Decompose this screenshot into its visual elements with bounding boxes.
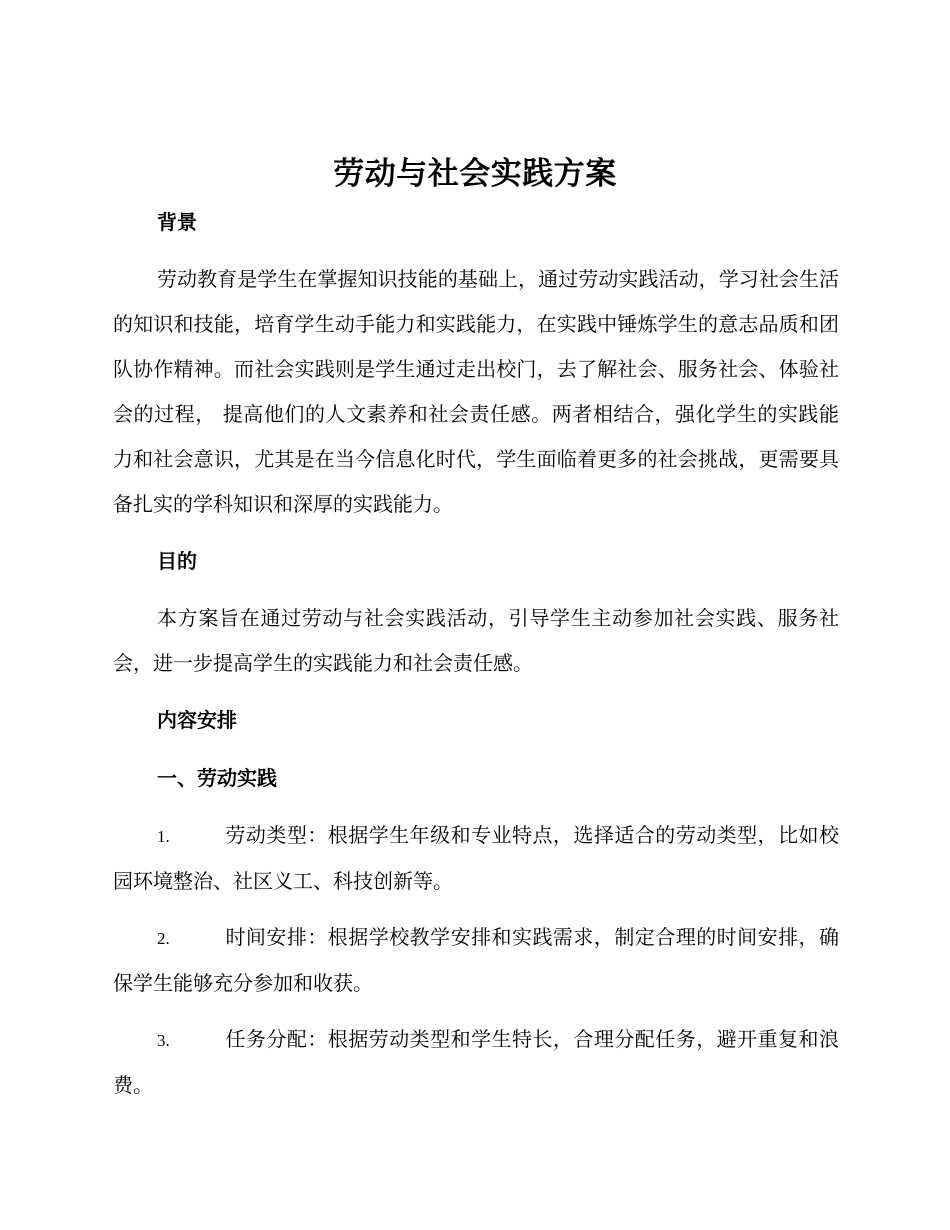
- section-heading-content: 内容安排: [157, 708, 237, 732]
- section-heading-labor-practice: 一、劳动实践: [157, 766, 277, 790]
- list-item-number: 1.: [157, 827, 170, 846]
- section-heading-background: 背景: [157, 210, 197, 234]
- list-item: [113, 813, 839, 904]
- list-item: [113, 1017, 839, 1108]
- list-item-text: 时间安排：根据学校教学安排和实践需求，制定合理的时间安排，确保学生能够充分参加和收获。: [113, 925, 839, 995]
- list-item: [113, 915, 839, 1006]
- purpose-paragraph: 本方案旨在通过劳动与社会实践活动，引导学生主动参加社会实践、服务社会，进一步提高学生的实践能力和社会责任感。: [113, 606, 839, 675]
- list-item-number: 3.: [157, 1031, 170, 1050]
- list-item-text: 任务分配：根据劳动类型和学生特长，合理分配任务，避开重复和浪费。: [113, 1027, 839, 1097]
- list-item-text: 劳动类型：根据学生年级和专业特点，选择适合的劳动类型，比如校园环境整治、社区义工、科技创新等。: [113, 823, 839, 893]
- list-item-number: 2.: [157, 929, 170, 948]
- document-title: 劳动与社会实践方案: [333, 156, 617, 192]
- section-heading-purpose: 目的: [157, 549, 197, 573]
- background-paragraph: 劳动教育是学生在掌握知识技能的基础上，通过劳动实践活动，学习社会生活的知识和技能，培育学生动手能力和实践能力，在实践中锤炼学生的意志品质和团队协作精神。而社会实践则是学生通过走出校门，去了解社会、服务社会、体验社会的过程， 提高他们的人文素养和社会责任感。两者相结合，强化学生的实践能力和社会意识，尤其是在当今信息化时代，学生面临着更多的社会挑战，更需要具备扎实的学科知识和深厚的实践能力。: [113, 267, 839, 516]
